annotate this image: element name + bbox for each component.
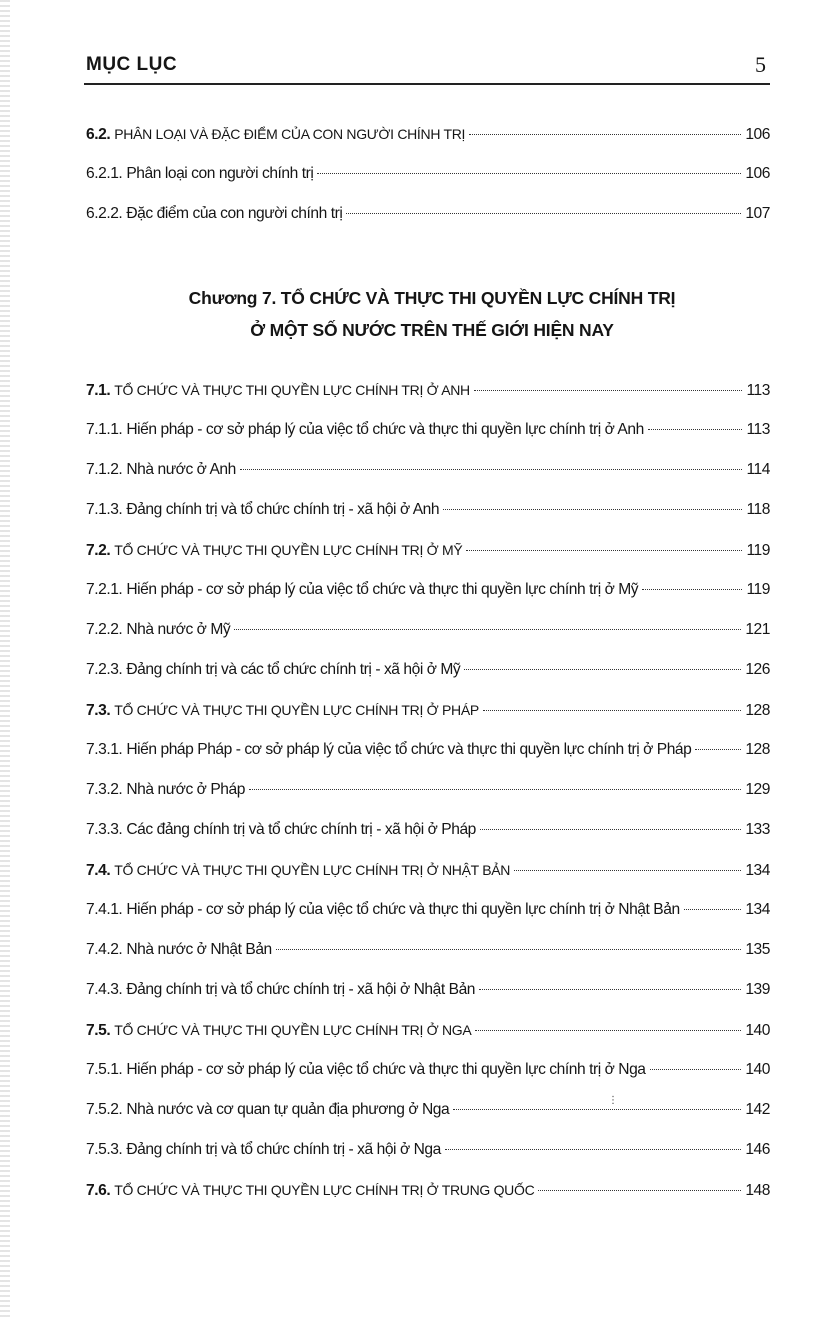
toc-entry-number: 7.1.1. — [86, 421, 123, 438]
toc-entry-title: Các đảng chính trị và tổ chức chính trị - xã hội ở Pháp — [126, 821, 476, 838]
toc-entry-title: Nhà nước ở Pháp — [126, 781, 245, 798]
toc-entry — [86, 970, 770, 1010]
toc-entry-number: 7.5.2. — [86, 1101, 123, 1118]
dot-leader — [514, 870, 741, 871]
toc-entry-title: Nhà nước ở Mỹ — [126, 621, 231, 638]
toc-entry — [86, 450, 770, 490]
toc-entry-number: 7.4.2. — [86, 941, 123, 958]
toc-entry-number: 7.4.1. — [86, 901, 123, 918]
toc-entry-title: Nhà nước và cơ quan tự quản địa phương ở Nga — [126, 1101, 450, 1118]
scan-speck: ⋮ — [608, 1095, 618, 1106]
toc-entry-page: 113 — [746, 382, 770, 399]
toc-entry — [86, 570, 770, 610]
dot-leader — [469, 134, 741, 135]
toc-entry-number: 7.3.1. — [86, 741, 123, 758]
toc-entry-number: 7.2.2. — [86, 621, 123, 638]
dot-leader — [479, 989, 741, 990]
dot-leader — [240, 469, 743, 470]
toc-entry-number: 7.2. — [86, 542, 111, 559]
toc-entry-number: 7.5. — [86, 1022, 111, 1039]
dot-leader — [695, 749, 741, 750]
toc-entry — [86, 410, 770, 450]
dot-leader — [480, 829, 741, 830]
dot-leader — [276, 949, 742, 950]
toc-entry-number: 7.5.1. — [86, 1061, 123, 1078]
chapter-title-line2: Ở MỘT SỐ NƯỚC TRÊN THẾ GIỚI HIỆN NAY — [250, 320, 614, 340]
toc-entry-page: 134 — [745, 862, 770, 879]
toc-entry — [86, 610, 770, 650]
toc-entry-page: 119 — [746, 581, 770, 598]
toc-entry-number: 7.1.2. — [86, 461, 123, 478]
dot-leader — [475, 1030, 741, 1031]
dot-leader — [464, 669, 741, 670]
toc-entry-page: 121 — [745, 621, 770, 638]
toc-entry — [86, 890, 770, 930]
toc-entry — [86, 530, 770, 570]
toc-entry-title: Hiến pháp - cơ sở pháp lý của việc tổ chức và thực thi quyền lực chính trị ở Anh — [126, 421, 644, 438]
toc-entry-page: 113 — [746, 421, 770, 438]
toc-entry-title: Nhà nước ở Anh — [126, 461, 236, 478]
toc-entry-number: 7.4.3. — [86, 981, 123, 998]
toc-entry — [86, 370, 770, 410]
toc-entry-title: Đảng chính trị và tổ chức chính trị - xã hội ở Nga — [126, 1141, 441, 1158]
toc-entry — [86, 1050, 770, 1090]
toc-entry-page: 142 — [745, 1101, 770, 1118]
toc-entry-number: 7.1. — [86, 382, 111, 399]
toc-entry-number: 7.1.3. — [86, 501, 123, 518]
toc-entry-page: 126 — [745, 661, 770, 678]
toc-entry-number: 7.4. — [86, 862, 111, 879]
toc-entry-title: Hiến pháp - cơ sở pháp lý của việc tổ chức và thực thi quyền lực chính trị ở Nga — [126, 1061, 646, 1078]
toc-entry — [86, 770, 770, 810]
toc-entry — [86, 650, 770, 690]
toc-entry-page: 139 — [745, 981, 770, 998]
toc-entry-page: 128 — [745, 741, 770, 758]
toc-entry — [86, 194, 770, 234]
page-header — [86, 52, 768, 78]
dot-leader — [443, 509, 742, 510]
dot-leader — [317, 173, 741, 174]
toc-entry-number: 7.3.3. — [86, 821, 123, 838]
dot-leader — [648, 429, 743, 430]
dot-leader — [474, 390, 743, 391]
toc-entry — [86, 490, 770, 530]
dot-leader — [234, 629, 741, 630]
toc-entry-number: 7.3. — [86, 702, 111, 719]
dot-leader — [684, 909, 742, 910]
toc-entry-title: TỔ CHỨC VÀ THỰC THI QUYỀN LỰC CHÍNH TRỊ Ở MỸ — [114, 542, 463, 558]
toc-entry-title: Đảng chính trị và tổ chức chính trị - xã hội ở Nhật Bản — [126, 981, 476, 998]
toc-entry-page: 134 — [745, 901, 770, 918]
dot-leader — [453, 1109, 741, 1110]
toc-entry-title: Đảng chính trị và tổ chức chính trị - xã hội ở Anh — [126, 501, 440, 518]
dot-leader — [466, 550, 742, 551]
toc-entry-title: Hiến pháp - cơ sở pháp lý của việc tổ chức và thực thi quyền lực chính trị ở Nhật Bản — [126, 901, 680, 918]
toc-entry-page: 140 — [745, 1022, 770, 1039]
toc-entry-page: 118 — [746, 501, 770, 518]
dot-leader — [483, 710, 741, 711]
toc-entry — [86, 1170, 770, 1210]
toc-entry — [86, 930, 770, 970]
dot-leader — [538, 1190, 741, 1191]
toc-entry-page: 146 — [745, 1141, 770, 1158]
toc-entry — [86, 690, 770, 730]
toc-entry-title: Nhà nước ở Nhật Bản — [126, 941, 272, 958]
toc-entry-number: 6.2.1. — [86, 165, 123, 182]
dot-leader — [249, 789, 741, 790]
toc-entry-title: Hiến pháp - cơ sở pháp lý của việc tổ chức và thực thi quyền lực chính trị ở Mỹ — [126, 581, 639, 598]
toc-entry-title: PHÂN LOẠI VÀ ĐẶC ĐIỂM CỦA CON NGƯỜI CHÍNH TRỊ — [114, 126, 466, 142]
toc-entry-number: 6.2.2. — [86, 205, 123, 222]
toc-entry-page: 128 — [745, 702, 770, 719]
dot-leader — [346, 213, 741, 214]
toc-entry-page: 106 — [745, 126, 770, 143]
toc-entry — [86, 850, 770, 890]
toc-entry-page: 135 — [745, 941, 770, 958]
dot-leader — [650, 1069, 742, 1070]
toc-entry-title: Phân loại con người chính trị — [126, 165, 314, 182]
toc-entry-number: 7.3.2. — [86, 781, 123, 798]
toc-entry-page: 140 — [745, 1061, 770, 1078]
toc-entry-number: 6.2. — [86, 126, 111, 143]
toc-entry-page: 119 — [746, 542, 770, 559]
toc-entry-title: Đặc điểm của con người chính trị — [126, 205, 343, 222]
toc-entry — [86, 1090, 770, 1130]
toc-entry-page: 148 — [745, 1182, 770, 1199]
header-title: MỤC LỤC — [86, 54, 178, 75]
toc-entry-page: 107 — [745, 205, 770, 222]
toc-entry-page: 129 — [745, 781, 770, 798]
toc-main-section — [86, 370, 770, 1210]
toc-entry-number: 7.2.3. — [86, 661, 123, 678]
toc-entry-number: 7.5.3. — [86, 1141, 123, 1158]
toc-entry-title: TỔ CHỨC VÀ THỰC THI QUYỀN LỰC CHÍNH TRỊ Ở PHÁP — [114, 702, 479, 718]
toc-top-section — [86, 114, 770, 234]
toc-entry-page: 114 — [746, 461, 770, 478]
toc-entry — [86, 1010, 770, 1050]
toc-entry-title: TỔ CHỨC VÀ THỰC THI QUYỀN LỰC CHÍNH TRỊ Ở TRUNG QUỐC — [114, 1182, 535, 1198]
toc-entry-title: TỔ CHỨC VÀ THỰC THI QUYỀN LỰC CHÍNH TRỊ Ở ANH — [114, 382, 470, 398]
dot-leader — [642, 589, 742, 590]
toc-entry-number: 7.6. — [86, 1182, 111, 1199]
toc-entry — [86, 114, 770, 154]
page-number: 5 — [755, 52, 766, 77]
toc-entry-title: Hiến pháp Pháp - cơ sở pháp lý của việc tổ chức và thực thi quyền lực chính trị ở Pháp — [126, 741, 692, 758]
toc-entry-title: TỔ CHỨC VÀ THỰC THI QUYỀN LỰC CHÍNH TRỊ Ở NGA — [114, 1022, 472, 1038]
toc-entry-number: 7.2.1. — [86, 581, 123, 598]
toc-entry — [86, 154, 770, 194]
toc-entry-page: 106 — [745, 165, 770, 182]
header-rule — [84, 83, 770, 85]
dot-leader — [445, 1149, 741, 1150]
toc-entry-title: Đảng chính trị và các tổ chức chính trị - xã hội ở Mỹ — [126, 661, 461, 678]
toc-entry — [86, 730, 770, 770]
toc-entry-title: TỔ CHỨC VÀ THỰC THI QUYỀN LỰC CHÍNH TRỊ Ở NHẬT BẢN — [114, 862, 511, 878]
chapter-title-line1: Chương 7. TỔ CHỨC VÀ THỰC THI QUYỀN LỰC CHÍNH TRỊ — [188, 288, 676, 308]
toc-entry-page: 133 — [745, 821, 770, 838]
toc-entry — [86, 1130, 770, 1170]
scan-edge — [0, 0, 10, 1317]
toc-entry — [86, 810, 770, 850]
chapter-heading — [90, 282, 774, 346]
